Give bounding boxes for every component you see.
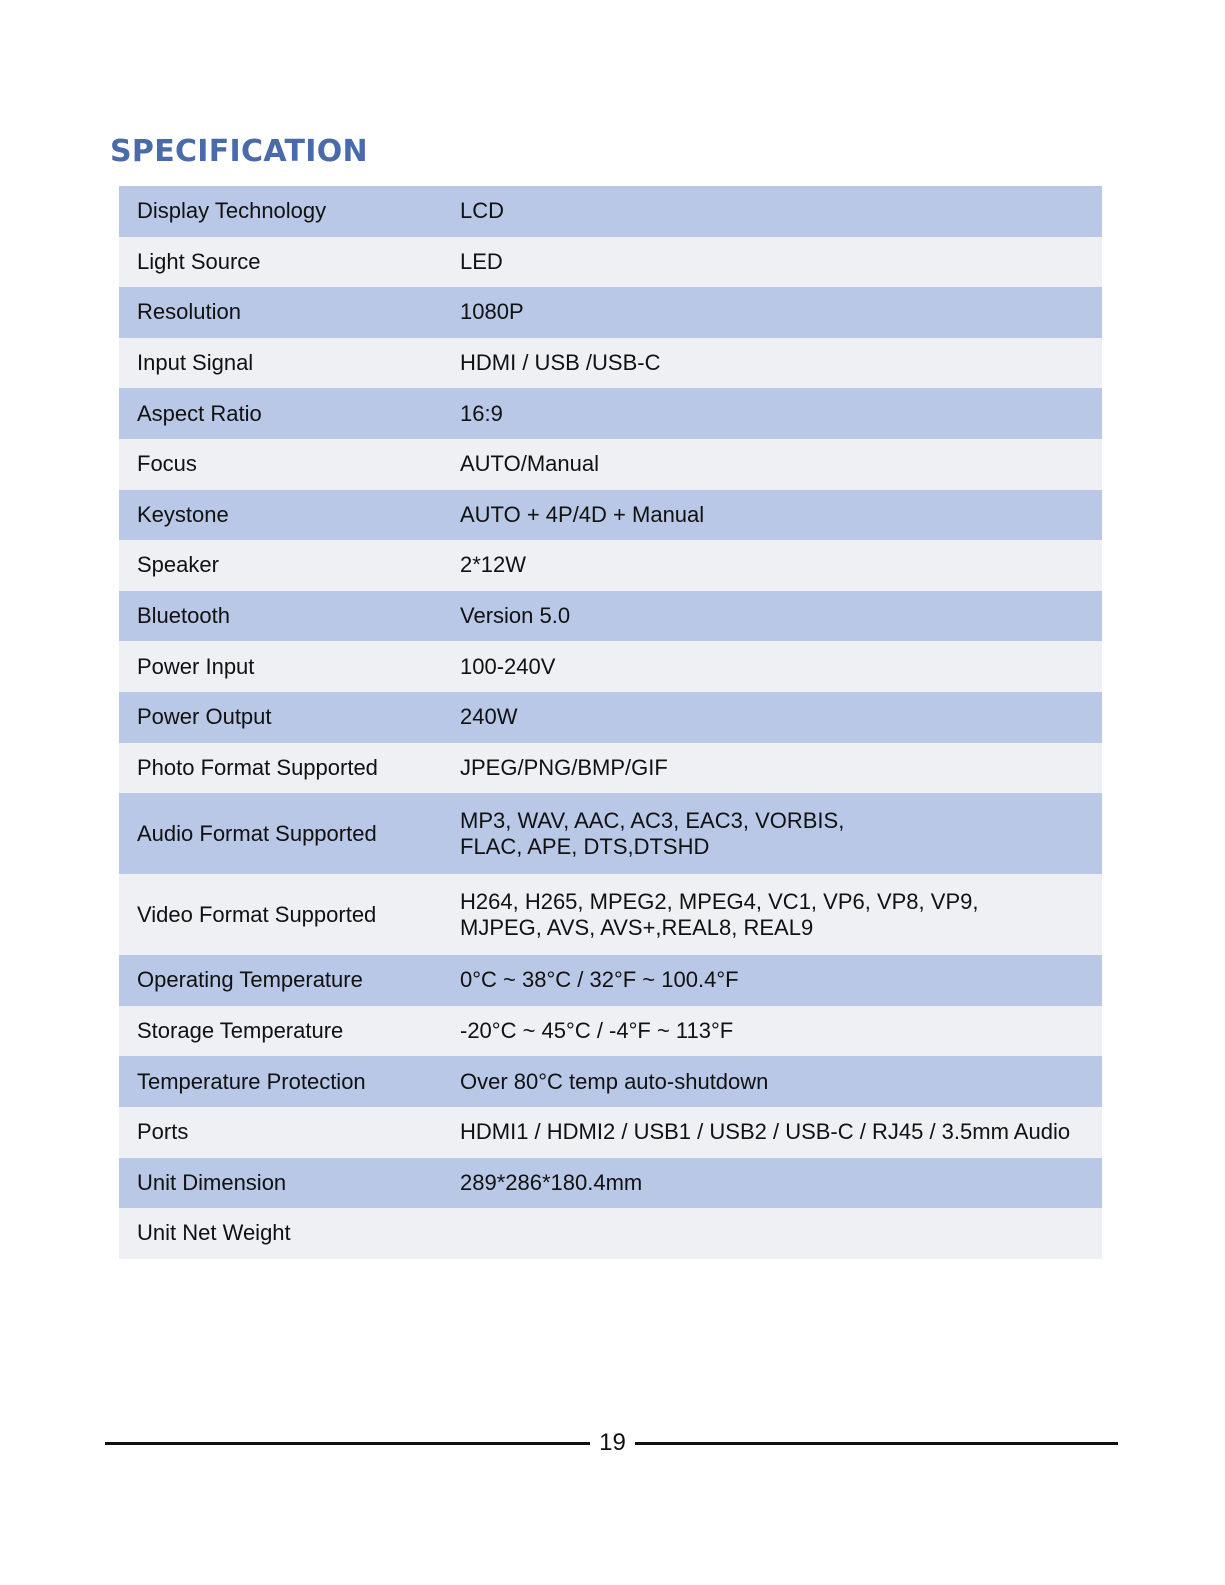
footer-divider-right: [635, 1442, 1118, 1445]
spec-label: Video Format Supported: [137, 901, 377, 927]
table-row: [119, 287, 1102, 338]
spec-value-line: FLAC, APE, DTS,DTSHD: [460, 833, 710, 859]
spec-label: Speaker: [137, 552, 219, 578]
spec-label: Display Technology: [137, 198, 327, 224]
specification-table: [119, 186, 1102, 1259]
table-row: [119, 955, 1102, 1006]
table-row: [119, 1107, 1102, 1158]
table-row: [119, 874, 1102, 955]
table-row: [119, 490, 1102, 541]
spec-label: Photo Format Supported: [137, 754, 378, 780]
spec-value: 289*286*180.4mm: [460, 1169, 643, 1195]
table-row: [119, 1158, 1102, 1209]
spec-value: LCD: [460, 198, 505, 224]
spec-label: Power Output: [137, 704, 272, 730]
spec-label: Operating Temperature: [137, 967, 363, 993]
table-row: [119, 1208, 1102, 1259]
table-row: [119, 338, 1102, 389]
spec-value: 240W: [460, 704, 518, 730]
table-row: [119, 591, 1102, 642]
footer-divider-left: [105, 1442, 590, 1445]
spec-value: Over 80°C temp auto-shutdown: [460, 1068, 769, 1094]
spec-value: AUTO/Manual: [460, 451, 599, 477]
spec-value: -20°C ~ 45°C / -4°F ~ 113°F: [460, 1018, 734, 1044]
table-row: [119, 186, 1102, 237]
spec-label: Focus: [137, 451, 197, 477]
spec-value: HDMI / USB /USB-C: [460, 350, 661, 376]
spec-value: JPEG/PNG/BMP/GIF: [460, 754, 668, 780]
table-row: [119, 641, 1102, 692]
page-number: 19: [599, 1429, 626, 1456]
spec-label: Temperature Protection: [137, 1068, 366, 1094]
spec-value: 2*12W: [460, 552, 527, 578]
page-footer: [105, 1428, 1118, 1458]
spec-value-line: MP3, WAV, AAC, AC3, EAC3, VORBIS,: [460, 807, 845, 833]
spec-value: LED: [460, 248, 503, 274]
spec-value-line: H264, H265, MPEG2, MPEG4, VC1, VP6, VP8, VP9,: [460, 888, 979, 914]
spec-value: 0°C ~ 38°C / 32°F ~ 100.4°F: [460, 967, 739, 993]
table-row: [119, 1006, 1102, 1057]
spec-label: Unit Net Weight: [137, 1220, 291, 1246]
spec-label: Power Input: [137, 653, 255, 679]
spec-label: Keystone: [137, 501, 229, 527]
spec-label: Input Signal: [137, 350, 254, 376]
spec-label: Aspect Ratio: [137, 400, 262, 426]
spec-value-line: MJPEG, AVS, AVS+,REAL8, REAL9: [460, 914, 814, 940]
spec-value: [460, 1208, 1102, 1259]
spec-label: Unit Dimension: [137, 1169, 287, 1195]
spec-value: 1080P: [460, 299, 524, 325]
table-row: [119, 388, 1102, 439]
spec-value: AUTO + 4P/4D + Manual: [460, 501, 705, 527]
table-row: [119, 1056, 1102, 1107]
spec-value: 16:9: [460, 400, 503, 426]
spec-value: [460, 793, 1102, 874]
spec-label: Light Source: [137, 248, 261, 274]
spec-label: Audio Format Supported: [137, 820, 377, 846]
spec-label: Storage Temperature: [137, 1018, 344, 1044]
table-row: [119, 743, 1102, 794]
spec-value: Version 5.0: [460, 603, 571, 629]
spec-value: HDMI1 / HDMI2 / USB1 / USB2 / USB-C / RJ45 / 3.5mm Audio: [460, 1119, 1071, 1145]
table-row: [119, 439, 1102, 490]
spec-value: [460, 874, 1102, 955]
spec-label: Ports: [137, 1119, 189, 1145]
table-row: [119, 793, 1102, 874]
spec-label: Bluetooth: [137, 603, 230, 629]
table-row: [119, 540, 1102, 591]
table-row: [119, 237, 1102, 288]
spec-label: Resolution: [137, 299, 241, 325]
spec-value: 100-240V: [460, 653, 556, 679]
table-row: [119, 692, 1102, 743]
page-title: SPECIFICATION: [110, 134, 368, 169]
